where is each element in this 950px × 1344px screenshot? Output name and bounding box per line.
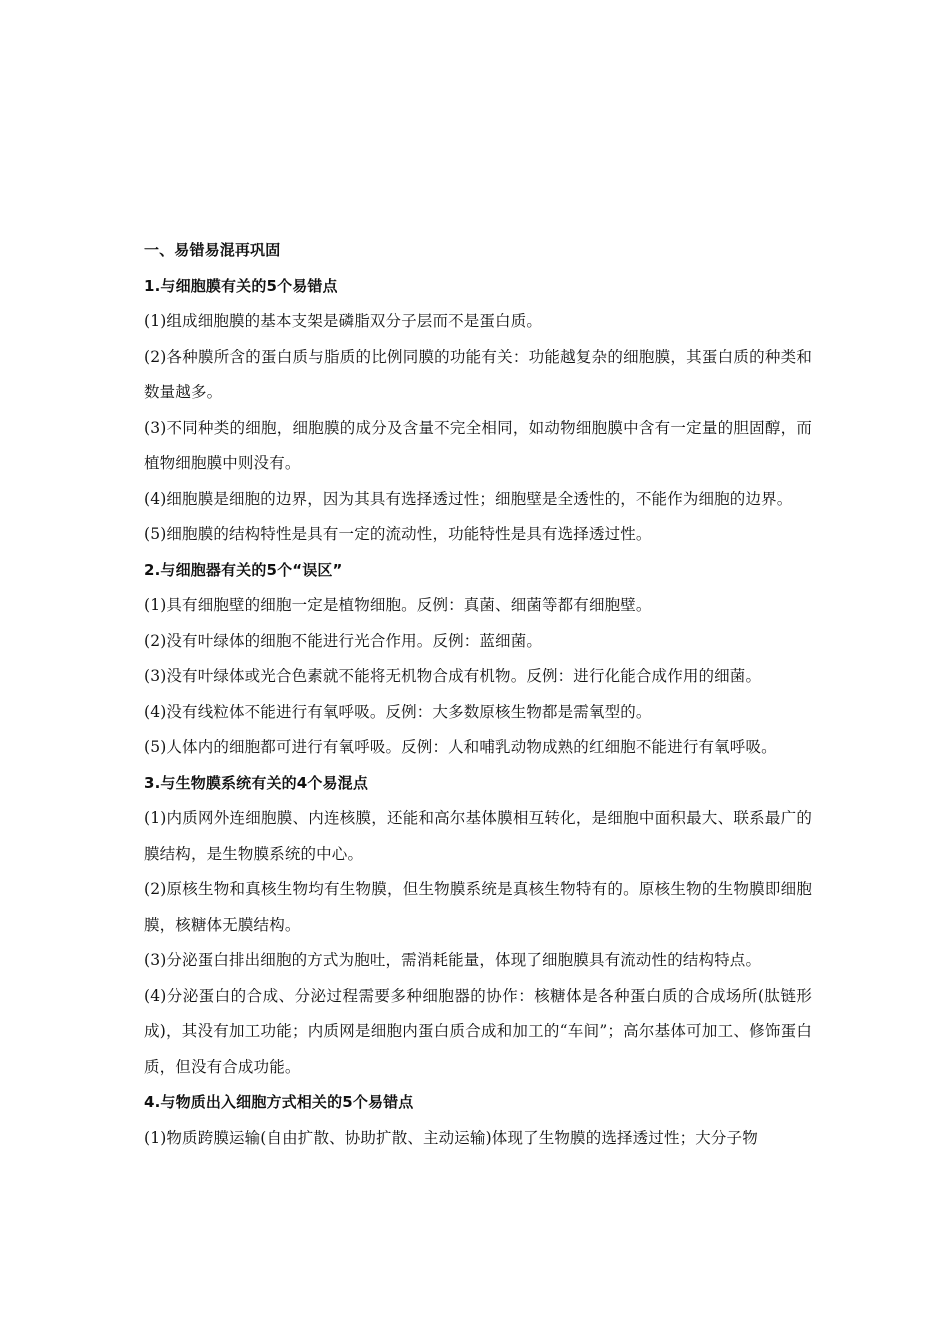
group-title-transport: 4.与物质出入细胞方式相关的5个易错点 [144, 1093, 414, 1111]
list-item: (4)没有线粒体不能进行有氧呼吸。反例：大多数原核生物都是需氧型的。 [144, 702, 652, 721]
list-item: (3)分泌蛋白排出细胞的方式为胞吐，需消耗能量，体现了细胞膜具有流动性的结构特点。 [144, 951, 762, 969]
document-page [144, 233, 812, 1156]
list-item: (5)人体内的细胞都可进行有氧呼吸。反例：人和哺乳动物成熟的红细胞不能进行有氧呼吸。 [144, 738, 777, 756]
list-item: (4)分泌蛋白的合成、分泌过程需要多种细胞器的协作：核糖体是各种蛋白质的合成场所(肽链形成)，其没有加工功能；内质网是细胞内蛋白质合成和加工的“车间”；高尔基体可加工、修饰蛋白质，但没有合成功能。 [144, 986, 812, 1076]
list-item: (1)组成细胞膜的基本支架是磷脂双分子层而不是蛋白质。 [144, 312, 543, 330]
section-title: 一、易错易混再巩固 [144, 241, 281, 259]
list-item: (4)细胞膜是细胞的边界，因为其具有选择透过性；细胞壁是全透性的，不能作为细胞的边界。 [144, 489, 793, 508]
group-title-cell-membrane: 1.与细胞膜有关的5个易错点 [144, 276, 338, 295]
list-item: (3)没有叶绿体或光合色素就不能将无机物合成有机物。反例：进行化能合成作用的细菌。 [144, 667, 762, 685]
group-title-organelles: 2.与细胞器有关的5个“误区” [144, 560, 343, 579]
list-item: (1)物质跨膜运输(自由扩散、协助扩散、主动运输)体现了生物膜的选择透过性；大分子物 [144, 1128, 758, 1147]
list-item: (2)各种膜所含的蛋白质与脂质的比例同膜的功能有关：功能越复杂的细胞膜，其蛋白质的种类和数量越多。 [144, 347, 812, 401]
list-item: (5)细胞膜的结构特性是具有一定的流动性，功能特性是具有选择透过性。 [144, 525, 652, 543]
list-item: (1)具有细胞壁的细胞一定是植物细胞。反例：真菌、细菌等都有细胞壁。 [144, 596, 652, 614]
list-item: (2)没有叶绿体的细胞不能进行光合作用。反例：蓝细菌。 [144, 631, 543, 650]
list-item: (1)内质网外连细胞膜、内连核膜，还能和高尔基体膜相互转化，是细胞中面积最大、联系最广的膜结构，是生物膜系统的中心。 [144, 809, 812, 863]
group-title-biomembrane-system: 3.与生物膜系统有关的4个易混点 [144, 773, 368, 792]
list-item: (3)不同种类的细胞，细胞膜的成分及含量不完全相同，如动物细胞膜中含有一定量的胆固醇，而植物细胞膜中则没有。 [144, 418, 812, 472]
list-item: (2)原核生物和真核生物均有生物膜，但生物膜系统是真核生物特有的。原核生物的生物膜即细胞膜，核糖体无膜结构。 [144, 880, 812, 934]
